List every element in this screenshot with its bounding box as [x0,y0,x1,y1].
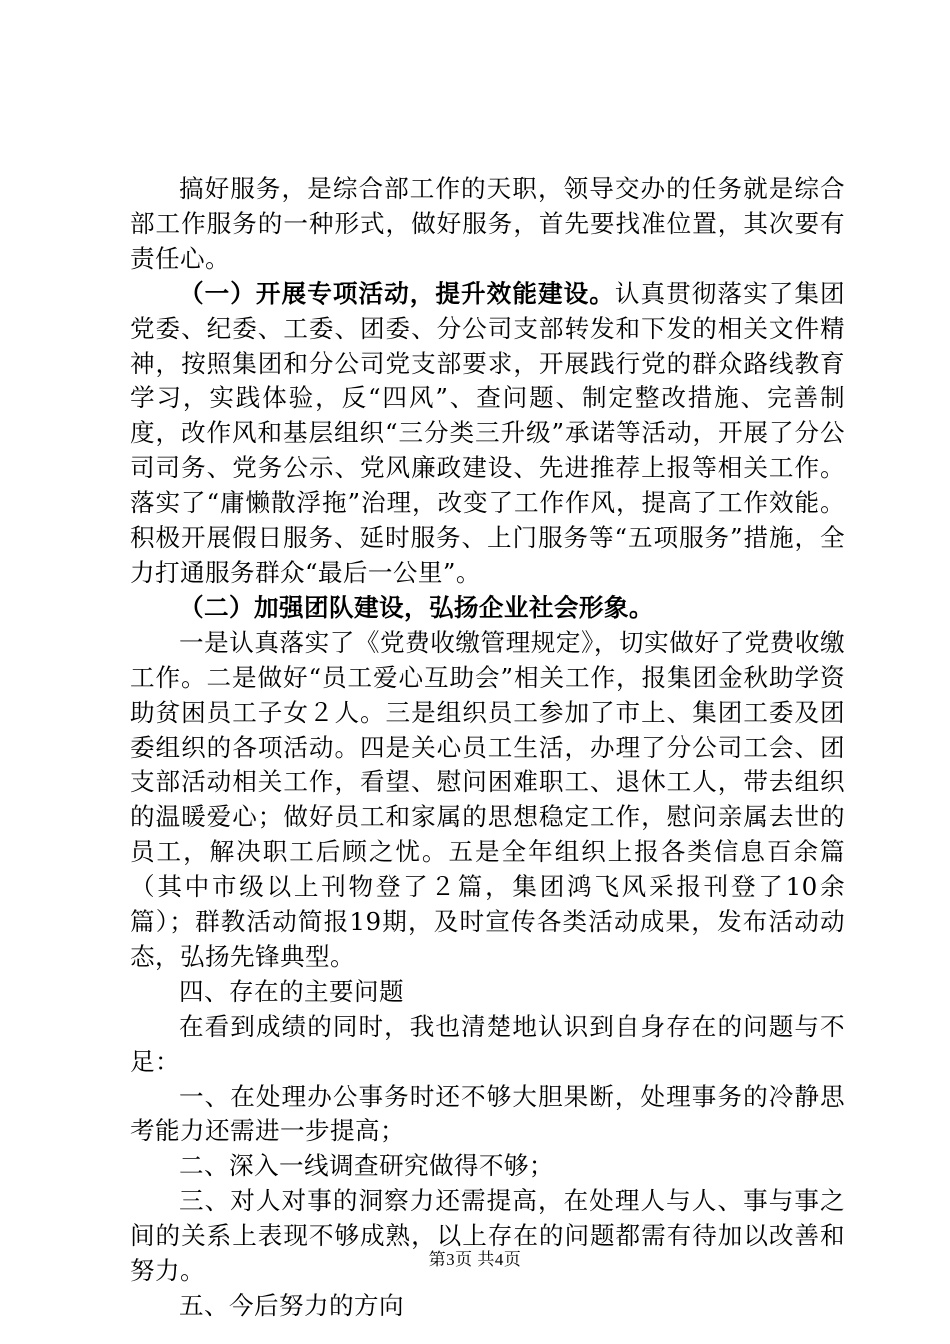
document-body [130,172,845,1324]
section-heading-problems: 四、存在的主要问题 [179,976,404,1006]
section-heading-future-direction: 五、今后努力的方向 [179,1291,404,1320]
problem-item-2: 二、深入一线调查研究做得不够； [179,1151,554,1181]
problem-item-1: 一、在处理办公事务时还不够大胆果断，处理事务的冷静思考能力还需进一步提高； [130,1081,845,1146]
paragraph-problems-intro: 在看到成绩的同时，我也清楚地认识到自身存在的问题与不足： [130,1011,845,1076]
paragraph-special-activities-text: 认真贯彻落实了集团党委、纪委、工委、团委、分公司支部转发和下发的相关文件精神，按照集团和分公司党支部要求，开展践行党的群众路线教育学习，实践体验，反“四风”、查问题、制定整改措施、完善制度，改作风和基层组织“三分类三升级”承诺等活动，开展了分公司司务、党务公示、党风廉政建设、先进推荐上报等相关工作。落实了“庸懒散浮拖”治理，改变了工作作风，提高了工作效能。积极开展假日服务、延时服务、上门服务等“五项服务”措施，全力打通服务群众“最后一公里”。 [130,278,845,587]
paragraph-service-intro: 搞好服务，是综合部工作的天职，领导交办的任务就是综合部工作服务的一种形式，做好服务，首先要找准位置，其次要有责任心。 [130,174,845,273]
paragraph-team-building: 一是认真落实了《党费收缴管理规定》，切实做好了党费收缴工作。二是做好“员工爱心互助会”相关工作，报集团金秋助学资助贫困员工子女２人。三是组织员工参加了市上、集团工委及团委组织的各项活动。四是关心员工生活，办理了分公司工会、团支部活动相关工作，看望、慰问困难职工、退休工人，带去组织的温暖爱心；做好员工和家属的思想稳定工作，慰问亲属去世的员工，解决职工后顾之忧。五是全年组织上报各类信息百余篇（其中市级以上刊物登了２篇，集团鸿飞风采报刊登了10余篇）；群教活动简报19期，及时宣传各类活动成果，发布活动动态，弘扬先锋典型。 [130,627,845,971]
section-heading-special-activities: （一）开展专项活动，提升效能建设。 [179,278,615,308]
page-footer: 第3页 共4页 [428,1250,522,1269]
section-heading-team-building: （二）加强团队建设，弘扬企业社会形象。 [179,592,654,622]
paragraph-special-activities [130,277,845,591]
problem-item-3: 三、对人对事的洞察力还需提高，在处理人与人、事与事之间的关系上表现不够成熟，以上存在的问题都需有待加以改善和努力。 [130,1186,845,1286]
